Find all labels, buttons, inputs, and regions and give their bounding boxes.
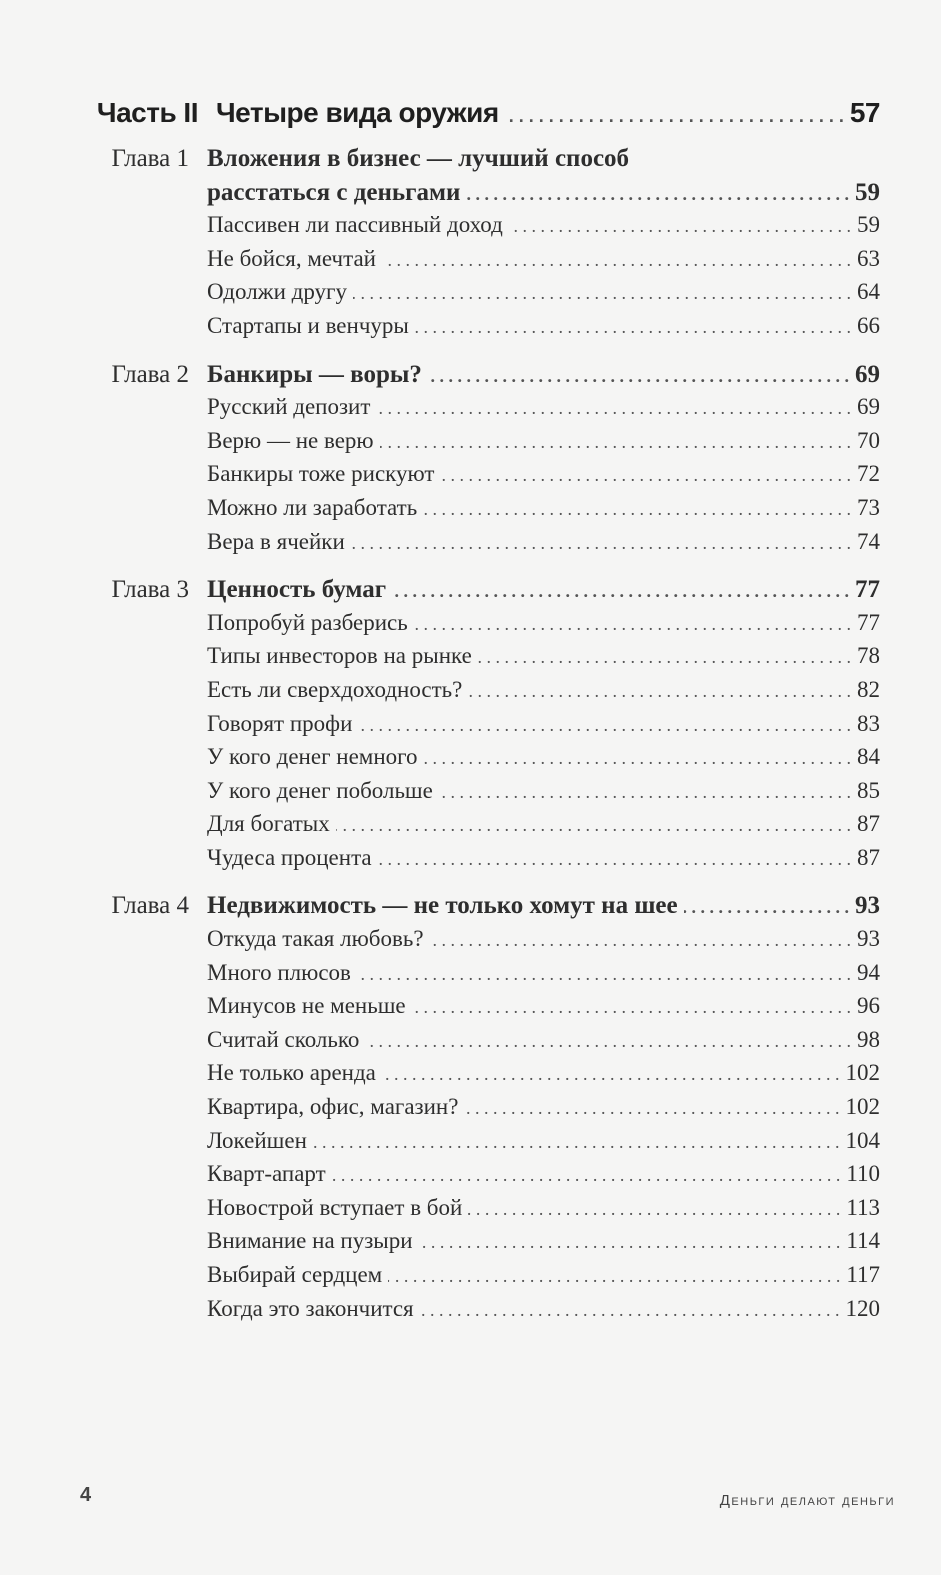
toc-section	[0, 1228, 941, 1262]
toc-section	[0, 677, 941, 711]
page-ref: 96	[857, 993, 880, 1019]
page-ref: 59	[857, 212, 880, 238]
dot-leader	[388, 1266, 840, 1287]
toc-section	[0, 926, 941, 960]
page-ref: 98	[857, 1026, 880, 1052]
dot-leader	[376, 398, 851, 419]
dot-leader	[382, 1064, 840, 1085]
toc-section-title: Можно ли заработать	[207, 494, 418, 520]
page-ref: 57	[849, 97, 880, 128]
toc-section	[0, 394, 941, 428]
dot-leader	[353, 283, 851, 304]
toc-part-label: Часть II	[96, 97, 198, 128]
toc-section	[0, 1128, 941, 1162]
dot-leader	[440, 465, 851, 486]
page-ref: 77	[857, 609, 880, 635]
page-ref: 114	[846, 1228, 880, 1254]
toc-section	[0, 461, 941, 495]
page-ref: 70	[857, 427, 880, 453]
page-ref: 69	[857, 394, 880, 420]
dot-leader	[505, 106, 844, 127]
toc-section-title: Стартапы и венчуры	[207, 312, 409, 338]
toc-section-title: Типы инвесторов на рынке	[207, 643, 472, 669]
toc-section	[0, 1195, 941, 1229]
toc-section	[0, 610, 941, 644]
dot-leader	[419, 1232, 841, 1253]
toc-section	[0, 811, 941, 845]
toc-chapter-label: Глава 4	[111, 892, 189, 920]
toc-part-title: Четыре вида оружия	[216, 97, 499, 128]
toc-chapter-title: Вложения в бизнес — лучший способ	[207, 145, 630, 172]
toc-section	[0, 744, 941, 778]
page-ref: 66	[857, 312, 880, 338]
toc-chapter-title: Ценность бумаг	[207, 576, 387, 604]
toc-section-title: Попробуй разберись	[207, 609, 408, 635]
dot-leader	[423, 499, 851, 520]
dot-leader	[358, 715, 851, 736]
toc-chapter-label: Глава 3	[111, 576, 189, 604]
toc-section-title: Русский депозит	[207, 394, 371, 420]
toc-section	[0, 279, 941, 313]
page-ref: 102	[845, 1060, 880, 1086]
page-ref: 117	[846, 1262, 880, 1287]
table-of-contents	[0, 97, 941, 1329]
dot-leader	[478, 647, 851, 668]
toc-section-title: Для богатых	[207, 811, 330, 837]
toc-section	[0, 246, 941, 280]
toc-section	[0, 529, 941, 563]
dot-leader	[428, 366, 849, 387]
toc-section	[0, 212, 941, 246]
toc-section	[0, 1060, 941, 1094]
toc-section-title: Внимание на пузыри	[207, 1228, 413, 1254]
toc-section-title: Когда это закончится	[207, 1295, 414, 1321]
toc-section	[0, 428, 941, 462]
dot-leader	[420, 1300, 840, 1321]
toc-section-title: Есть ли сверхдоходность?	[207, 676, 463, 702]
toc-section	[0, 643, 941, 677]
page-ref: 63	[857, 245, 880, 271]
dot-leader	[466, 184, 849, 205]
toc-section-title: Минусов не меньше	[207, 993, 406, 1019]
page-ref: 113	[846, 1194, 880, 1220]
page-ref: 94	[857, 959, 880, 985]
toc-section-title: Новострой вступает в бой	[207, 1194, 463, 1220]
page-ref: 93	[857, 926, 880, 952]
toc-section-title: Говорят профи	[207, 710, 353, 736]
toc-chapter-title: Банкиры — воры?	[207, 360, 422, 388]
page-ref: 87	[857, 844, 880, 870]
page-ref: 78	[857, 643, 880, 669]
dot-leader	[365, 1031, 851, 1052]
toc-section-title: Пассивен ли пассивный доход	[207, 212, 503, 238]
toc-chapter	[0, 576, 941, 610]
toc-section-title: Чудеса процента	[207, 844, 372, 870]
toc-section	[0, 960, 941, 994]
page-ref: 83	[857, 710, 880, 736]
toc-section-title: Откуда такая любовь?	[207, 926, 424, 952]
toc-section-title: Банкиры тоже рискуют	[207, 461, 435, 487]
dot-leader	[332, 1165, 841, 1186]
page-ref: 64	[857, 279, 880, 305]
toc-chapter-cont	[0, 179, 941, 213]
dot-leader	[468, 681, 851, 702]
toc-section-title: Не только аренда	[207, 1060, 376, 1086]
dot-leader	[684, 897, 849, 918]
dot-leader	[392, 581, 849, 602]
toc-section	[0, 845, 941, 879]
toc-section-title: У кого денег побольше	[207, 777, 433, 803]
dot-leader	[336, 815, 851, 836]
page-ref: 59	[855, 178, 880, 206]
toc-part	[0, 97, 941, 141]
dot-leader	[439, 782, 851, 803]
toc-section-title: Выбирай сердцем	[207, 1262, 383, 1287]
toc-section-title: Одолжи другу	[207, 279, 347, 305]
page-ref: 102	[845, 1094, 880, 1120]
toc-chapter-cont-title: расстаться с деньгами	[207, 178, 461, 206]
page-ref: 69	[855, 360, 880, 388]
running-title: Деньги делают деньги	[719, 1492, 895, 1509]
toc-chapter	[0, 892, 941, 926]
toc-section-title: Вера в ячейки	[207, 528, 345, 554]
dot-leader	[509, 216, 851, 237]
dot-leader	[468, 1199, 840, 1220]
toc-section	[0, 313, 941, 347]
dot-leader	[414, 614, 851, 635]
toc-section-title: Квартира, офис, магазин?	[207, 1094, 459, 1120]
toc-section-title: Считай сколько	[207, 1026, 360, 1052]
toc-section	[0, 1262, 941, 1296]
toc-section-title: Не бойся, мечтай	[207, 245, 376, 271]
dot-leader	[351, 533, 851, 554]
dot-leader	[430, 930, 851, 951]
dot-leader	[313, 1132, 840, 1153]
dot-leader	[378, 849, 851, 870]
page-ref: 110	[846, 1161, 880, 1187]
dot-leader	[412, 997, 851, 1018]
toc-section	[0, 1027, 941, 1061]
toc-section-title: Верю — не верю	[207, 427, 374, 453]
toc-chapter	[0, 361, 941, 395]
dot-leader	[380, 432, 851, 453]
toc-section	[0, 495, 941, 529]
toc-section-title: Локейшен	[207, 1127, 307, 1153]
page-ref: 74	[857, 528, 880, 554]
toc-section	[0, 993, 941, 1027]
page-ref: 82	[857, 676, 880, 702]
page-ref: 77	[855, 576, 880, 604]
page-ref: 72	[857, 461, 880, 487]
toc-section-title: Кварт-апарт	[207, 1161, 326, 1187]
toc-section	[0, 1296, 941, 1330]
dot-leader	[464, 1098, 839, 1119]
page-ref: 104	[845, 1127, 880, 1153]
toc-section	[0, 1161, 941, 1195]
toc-chapter	[0, 145, 941, 179]
page-ref: 85	[857, 777, 880, 803]
toc-section-title: У кого денег немного	[207, 744, 418, 770]
toc-section	[0, 711, 941, 745]
page-ref: 120	[845, 1295, 880, 1321]
page-ref: 73	[857, 494, 880, 520]
dot-leader	[415, 317, 851, 338]
toc-section	[0, 1094, 941, 1128]
toc-section-title: Много плюсов	[207, 959, 351, 985]
page-ref: 84	[857, 744, 880, 770]
dot-leader	[424, 748, 851, 769]
dot-leader	[357, 964, 851, 985]
page-ref: 87	[857, 811, 880, 837]
page-ref: 93	[855, 892, 880, 920]
toc-chapter-title: Недвижимость — не только хомут на шее	[207, 892, 678, 920]
dot-leader	[382, 250, 851, 271]
page-number: 4	[80, 1484, 92, 1506]
toc-section	[0, 778, 941, 812]
toc-chapter-label: Глава 2	[111, 360, 189, 388]
toc-chapter-label: Глава 1	[111, 145, 189, 172]
